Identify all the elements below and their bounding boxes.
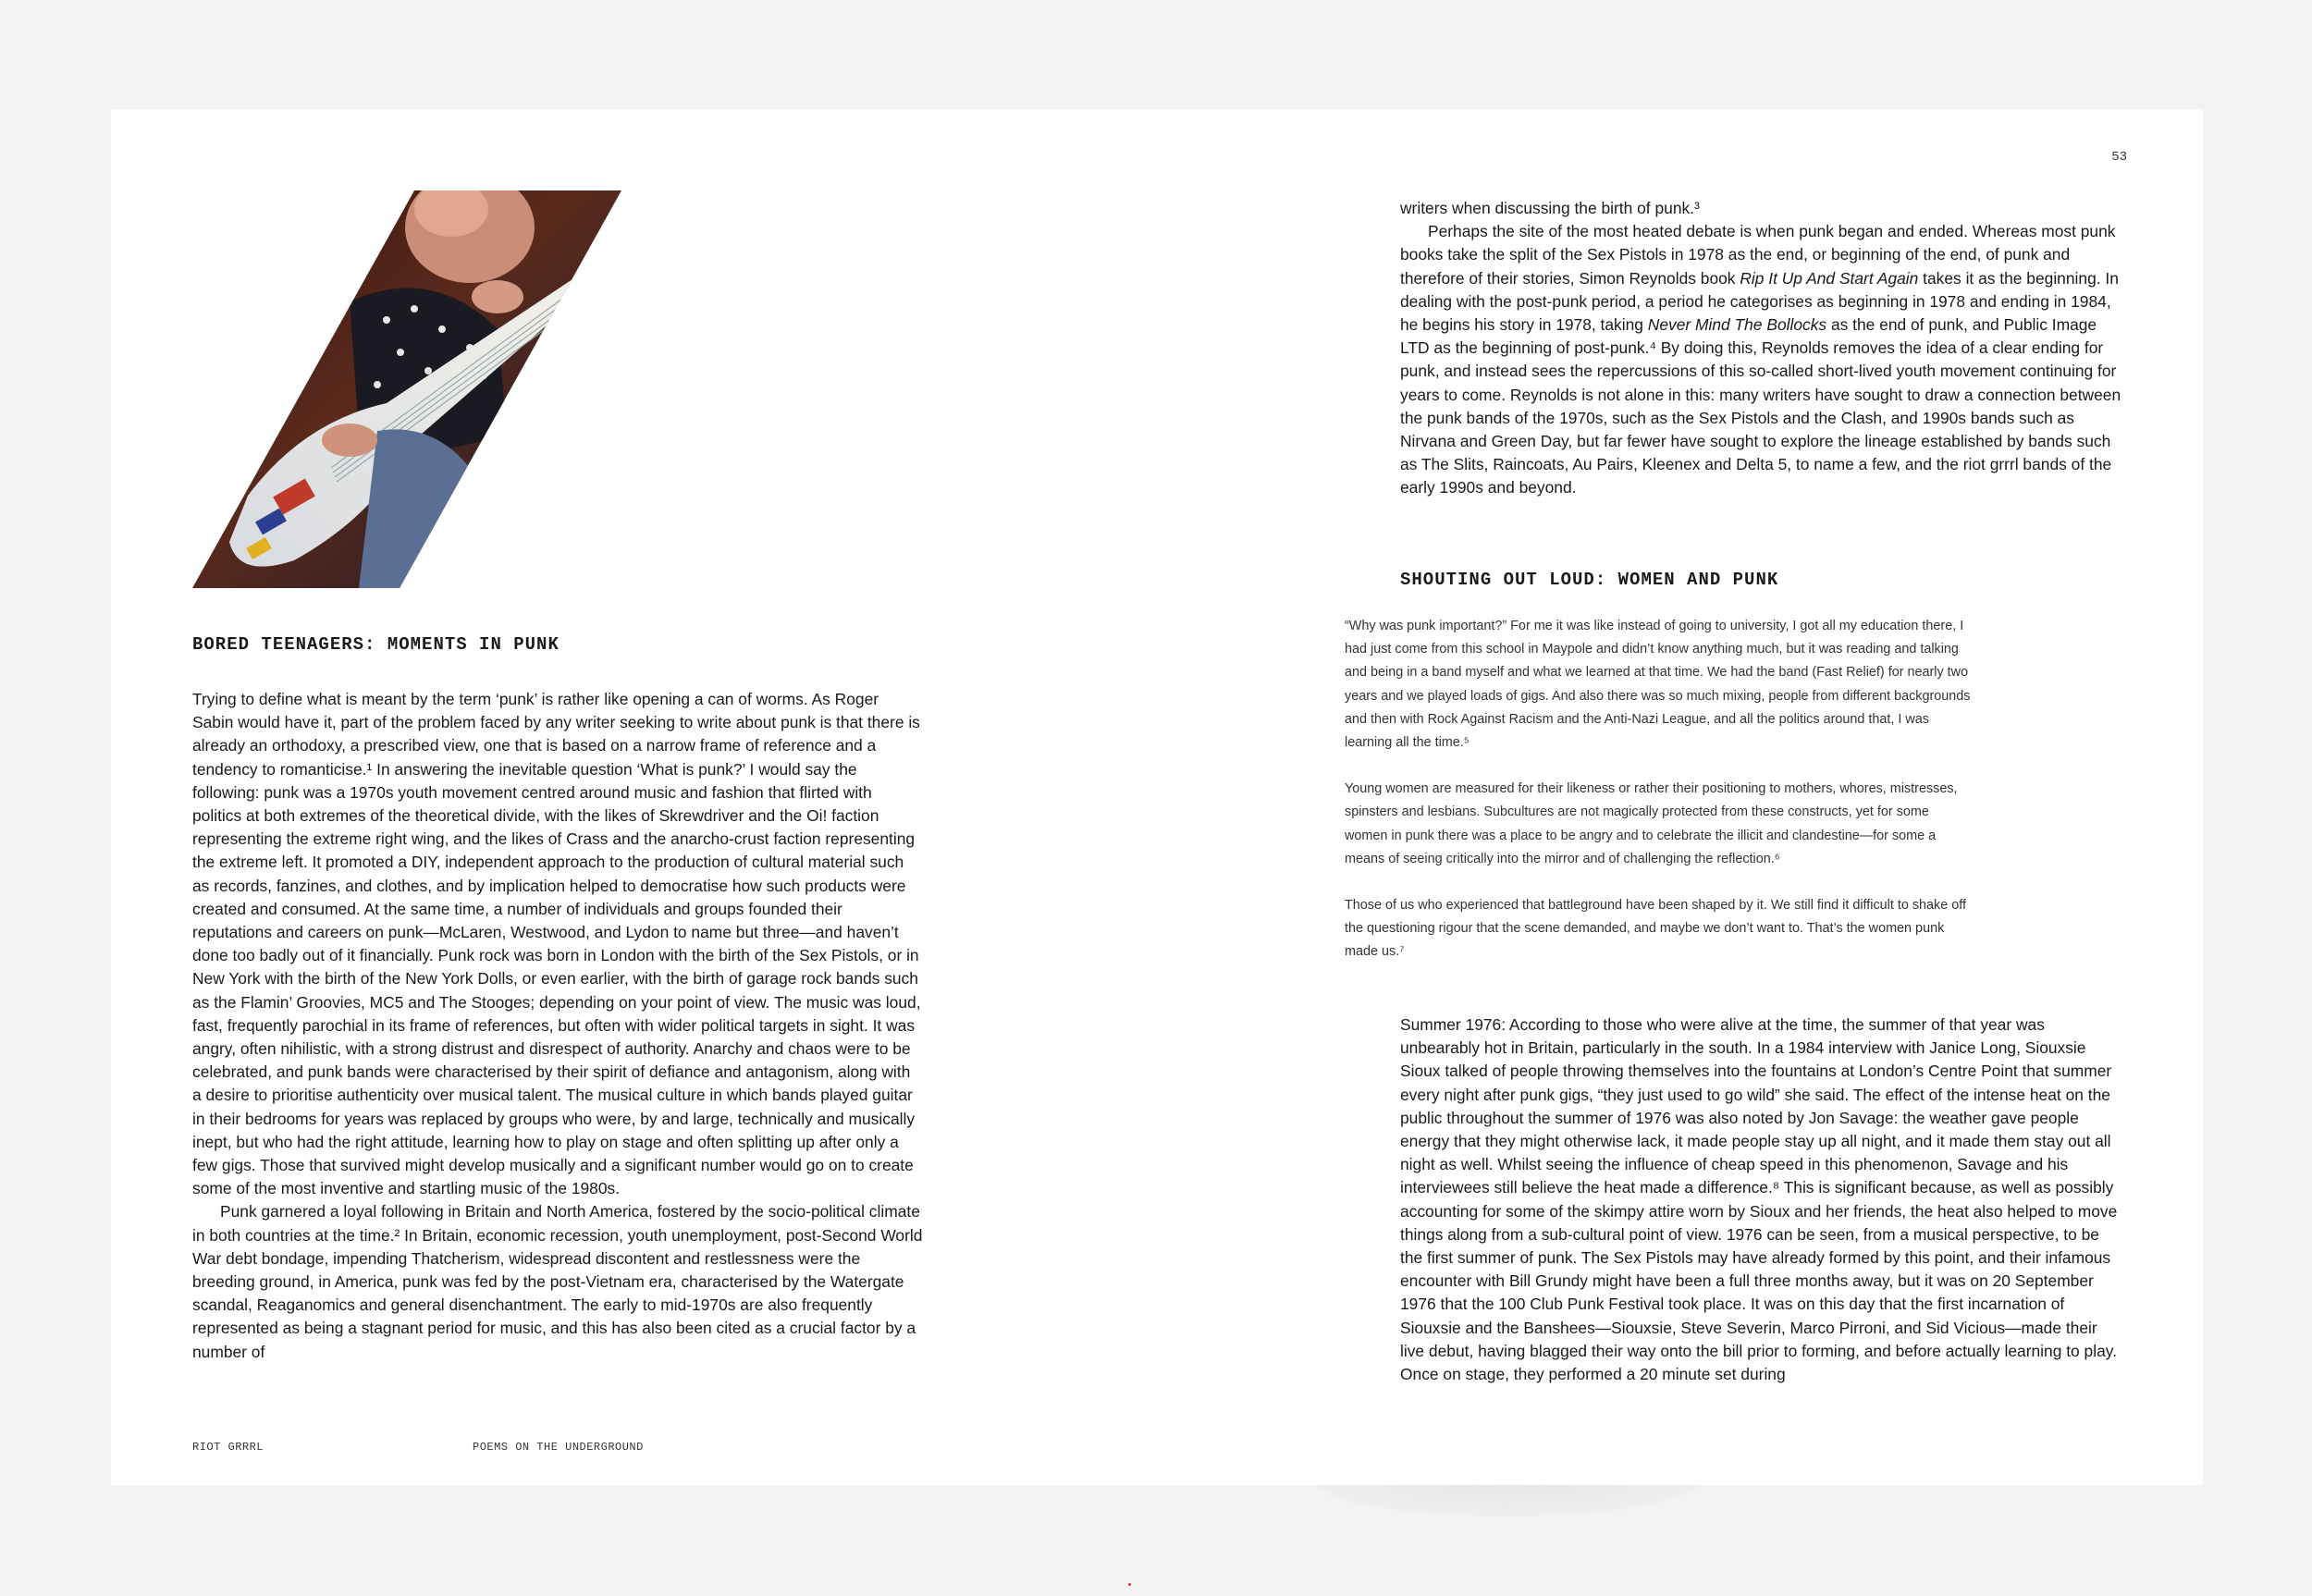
book-spread [111, 109, 2203, 1485]
right-page-body-bottom [1400, 1013, 2121, 1386]
punk-guitarist-photo [192, 190, 621, 588]
marker-dot [1128, 1583, 1131, 1586]
book-title: Rip It Up And Start Again [1740, 268, 1919, 288]
block-quote: Young women are measured for their likeness or rather their positioning to mothers, whores, mistresses, spinsters and lesbians. Subcultures are not magically protected from these constructs, yet for some women in punk there was a place to be angry and to celebrate the illicit and clandestine—for some a means of seeing critically into the mirror and of challenging the reflection.⁶ [1345, 781, 1958, 866]
block-quote: Those of us who experienced that battleground have been shaped by it. We still find it difficult to shake off the questioning rigour that the scene demanded, and maybe we don’t want to. That’s the women punk made us.⁷ [1345, 898, 1966, 960]
paragraph: Summer 1976: According to those who were alive at the time, the summer of that year was unbearably hot in Britain, particularly in the south. In a 1984 interview with Janice Long, Siouxsie Sioux talked of people throwing themselves into the fountains at London’s Centre Point that summer every night after punk gigs, “they just used to go wild” she said. The effect of the intense heat on the public throughout the summer of 1976 was also noted by Jon Savage: the weather gave people energy that they might otherwise lack, it made people stay up all night, and it made them stay out all night as well. Whilst seeing the influence of cheap speed in this phenomenon, Savage and his interviewees still believe the heat made a difference.⁸ This is significant because, as well as possibly accounting for some of the skimpy attire worn by Sioux and her friends, the heat also helped to move things along from a sub-cultural point of view. 1976 can be seen, from a musical perspective, to be the first summer of punk. The Sex Pistols may have already formed by this point, and their infamous encounter with Bill Grundy might have been a full three months away, but it was on 20 September 1976 that the 100 Club Punk Festival took place. It was on this day that the first incarnation of Siouxsie and the Banshees—Siouxsie, Steve Severin, Marco Pirroni, and Sid Vicious—made their live debut, having blagged their way onto the bill prior to forming, and before actually learning to play. Once on stage, they performed a 20 minute set during [1400, 1015, 2118, 1384]
page-number: 53 [2111, 150, 2127, 165]
section-heading-shouting-out-loud: SHOUTING OUT LOUD: WOMEN AND PUNK [1400, 570, 1779, 590]
paragraph: Trying to define what is meant by the term ‘punk’ is rather like opening a can of worms. As Roger Sabin would have it, part of the problem faced by any writer seeking to write about punk is that there is already an orthodoxy, a prescribed view, one that is based on a narrow frame of reference and a tendency to romanticise.¹ In answering the inevitable question ‘What is punk?’ I would say the following: punk was a 1970s youth movement centred around music and fashion that flirted with politics at both extremes of the theoretical divide, with the likes of Skrewdriver and the Oi! faction representing the extreme right wing, and the likes of Crass and the anarcho-crust faction representing the extreme left. It promoted a DIY, independent approach to the production of cultural material such as records, fanzines, and clothes, and by implication helped to democratise how such products were created and consumed. At the same time, a number of individuals and groups founded their reputations and careers on punk—McLaren, Westwood, and Lydon to name but three—and haven’t done too badly out of it financially. Punk rock was born in London with the birth of the Sex Pistols, or in New York with the birth of the New York Dolls, or even earlier, with the birth of garage rock bands such as the Flamin’ Groovies, MC5 and The Stooges; depending on your point of view. The music was loud, fast, frequently parochial in its frame of references, but often with wider political targets in sight. It was angry, often nihilistic, with a strong distrust and disrespect of authority. Anarchy and chaos were to be celebrated, and punk bands were characterised by their spirit of defiance and antagonism, along with a desire to prioritise authenticity over musical talent. The musical culture in which bands played guitar in their bedrooms for years was replaced by groups who were, by and large, technically and musically inept, but who had the right attitude, learning how to play on stage and often splitting up after only a few gigs. Those that survived might develop musically and a significant number would go on to create some of the most inventive and startling music of the 1980s. [192, 690, 921, 1198]
left-page-body [192, 688, 923, 1364]
text-run: as the end of punk, and Public Image LTD as the beginning of post-punk.⁴ By doing this, Reynolds removes the idea of a clear ending for punk, and instead sees the repercussions of this so-called short-lived youth movement continuing for years to come. Reynolds is not alone in this: many writers have sought to draw a connection between the punk bands of the 1970s, such as the Sex Pistols and the Clash, and 1990s bands such as Nirvana and Green Day, but far fewer have sought to explore the lineage established by bands such as The Slits, Raincoats, Au Pairs, Kleenex and Delta 5, to name a few, and the riot grrrl bands of the early 1990s and beyond. [1400, 315, 2121, 497]
block-quotes [1345, 615, 1974, 988]
right-page-body-top [1400, 197, 2121, 500]
paragraph [1400, 220, 2121, 499]
paragraph: writers when discussing the birth of punk.³ [1400, 199, 1700, 217]
album-title: Never Mind The Bollocks [1647, 315, 1827, 335]
footer-book-title: RIOT GRRRL [192, 1441, 264, 1454]
section-heading-bored-teenagers: BORED TEENAGERS: MOMENTS IN PUNK [192, 634, 560, 655]
text-run: Perhaps the site of the most heated debate is when punk began and ended. Whereas most punk books take the split of the Sex Pistols in 1978 as the end, or beginning of the end, of punk and therefore of their stories, Simon Reynolds book [1400, 222, 2116, 288]
footer-chapter-title: POEMS ON THE UNDERGROUND [473, 1441, 644, 1454]
block-quote: “Why was punk important?” For me it was like instead of going to university, I got all my education there, I had just come from this school in Maypole and didn’t know anything much, but it was reading and talking and being in a band myself and what we learned at that time. We had the band (Fast Relief) for nearly two years and we played loads of gigs. And also there was so much mixing, people from different backgrounds and then with Rock Against Racism and the Anti-Nazi League, and all the politics around that, I was learning all the time.⁵ [1345, 619, 1971, 751]
paragraph: Punk garnered a loyal following in Britain and North America, fostered by the socio-political climate in both countries at the time.² In Britain, economic recession, youth unemployment, post-Second World War debt bondage, impending Thatcherism, widespread discontent and restlessness were the breeding ground, in America, punk was fed by the post-Vietnam era, characterised by the Watergate scandal, Reaganomics and general disenchantment. The early to mid-1970s are also frequently represented as being a stagnant period for music, and this has also been cited as a crucial factor by a number of [192, 1202, 923, 1361]
text-run: takes it as the beginning. In dealing with the post-punk period, a period he categorises as beginning in 1978 and ending in 1984, he begins his story in 1978, taking [1400, 268, 2119, 335]
